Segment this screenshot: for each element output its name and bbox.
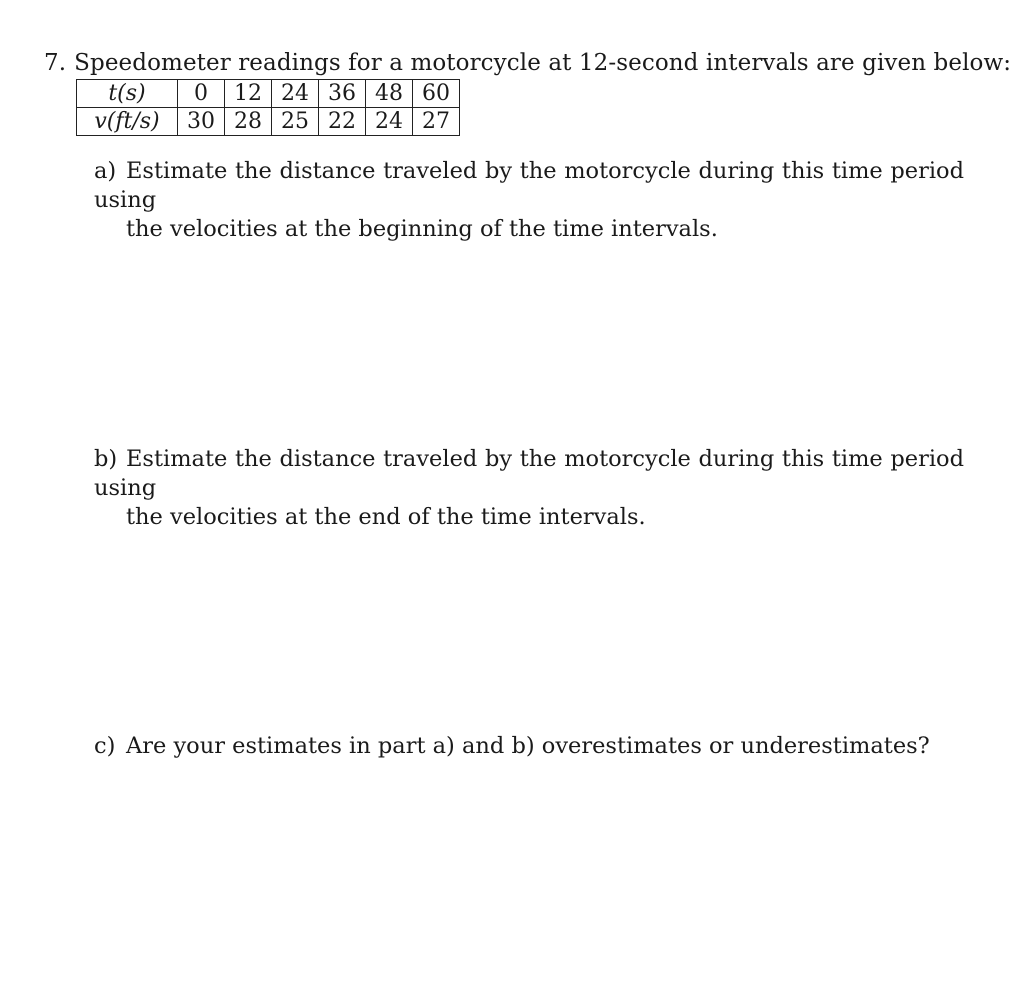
problem-number: 7. [44,50,67,76]
part-b-label: b) [94,446,118,472]
part-a-text-line2: the velocities at the beginning of the time intervals. [126,216,718,242]
time-cell: 24 [272,80,319,108]
velocity-cell: 30 [178,108,225,136]
time-cell: 12 [225,80,272,108]
part-c-first-line [94,733,930,759]
part-c [94,732,964,761]
part-a-first-line [94,157,964,215]
velocity-cell: 24 [366,108,413,136]
part-c-label: c) [94,733,116,759]
time-row-label: t(s) [77,80,178,108]
part-b [94,445,964,532]
time-row [77,80,460,108]
speedometer-table [76,79,460,136]
velocity-cell: 22 [319,108,366,136]
velocity-cell: 27 [413,108,460,136]
part-b-text-line2: the velocities at the end of the time intervals. [126,504,646,530]
velocity-row-label: v(ft/s) [77,108,178,136]
part-a [94,157,964,244]
part-a-label: a) [94,158,117,184]
velocity-cell: 25 [272,108,319,136]
problem-text: Speedometer readings for a motorcycle at 12-second intervals are given below: [74,50,1012,76]
time-cell: 48 [366,80,413,108]
part-b-first-line [94,445,964,503]
part-c-text-line1: Are your estimates in part a) and b) overestimates or underestimates? [126,733,930,759]
time-cell: 0 [178,80,225,108]
part-b-text-line1: Estimate the distance traveled by the motorcycle during this time period using [94,446,964,501]
time-cell: 36 [319,80,366,108]
velocity-row [77,108,460,136]
velocity-cell: 28 [225,108,272,136]
part-a-text-line1: Estimate the distance traveled by the motorcycle during this time period using [94,158,964,213]
time-cell: 60 [413,80,460,108]
problem-statement [44,50,1011,76]
